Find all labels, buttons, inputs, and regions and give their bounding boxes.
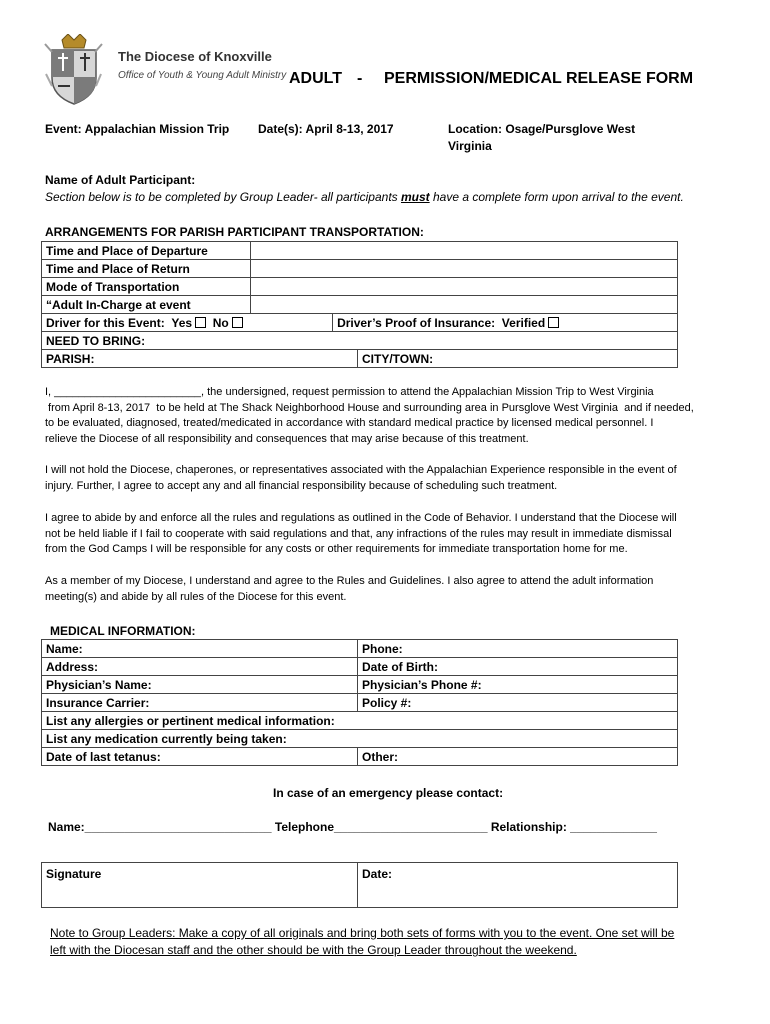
title-dash: - <box>357 70 363 87</box>
consent-paragraph-1: I, ________________________, the undersigned, request permission to attend the Appalachian Mission Trip to West Virginia from April 8-13, 2017 to be held at The Shack Neighborhood House and surrounding area in Pursglove West Virginia and if needed, to be evaluated, diagnosed, treated/medicated in accordance with standard medical practice by licensed medical personnel. I relieve the Diocese of all responsibility and consequences that may arise because of this treatment. <box>45 386 694 445</box>
event-location-line2: Virginia <box>448 139 492 153</box>
medical-dob-field[interactable]: Date of Birth: <box>358 658 678 676</box>
diocese-crest-logo <box>40 34 106 106</box>
emergency-heading: In case of an emergency please contact: <box>273 786 504 800</box>
driver-no-checkbox[interactable] <box>232 317 243 328</box>
allergies-field[interactable]: List any allergies or pertinent medical information: <box>42 712 678 730</box>
physician-name-field[interactable]: Physician’s Name: <box>42 676 358 694</box>
must-emphasis: must <box>400 190 430 204</box>
in-charge-field[interactable] <box>251 296 678 314</box>
other-field[interactable]: Other: <box>358 748 678 766</box>
medical-address-field[interactable]: Address: <box>42 658 358 676</box>
in-charge-label: “Adult In-Charge at event <box>42 296 251 314</box>
transport-heading: ARRANGEMENTS FOR PARISH PARTICIPANT TRANSPORTATION: <box>45 225 424 239</box>
signature-date-field[interactable]: Date: <box>358 863 678 908</box>
return-field[interactable] <box>251 260 678 278</box>
departure-label: Time and Place of Departure <box>42 242 251 260</box>
city-field[interactable]: CITY/TOWN: <box>358 350 678 368</box>
consent-paragraph-4: As a member of my Diocese, I understand and agree to the Rules and Guidelines. I also agree to attend the adult information meeting(s) and abide by all rules of the Diocese for this event. <box>45 575 654 603</box>
group-leader-instruction: Note to Group Leaders: Make a copy of all originals and bring both sets of forms with you to the event. One set will be left with the Diocesan staff and the other should be with the Group Leader throughout the weekend. <box>50 926 675 957</box>
signature-field[interactable]: Signature <box>42 863 358 908</box>
medical-phone-field[interactable]: Phone: <box>358 640 678 658</box>
medical-name-field[interactable]: Name: <box>42 640 358 658</box>
tetanus-field[interactable]: Date of last tetanus: <box>42 748 358 766</box>
mode-label: Mode of Transportation <box>42 278 251 296</box>
insurance-cell: Driver’s Proof of Insurance: Verified <box>333 314 678 332</box>
event-location: Location: Osage/Pursglove West <box>448 122 636 136</box>
departure-field[interactable] <box>251 242 678 260</box>
medical-table <box>41 639 678 766</box>
mode-field[interactable] <box>251 278 678 296</box>
physician-phone-field[interactable]: Physician’s Phone #: <box>358 676 678 694</box>
driver-cell: Driver for this Event: Yes No <box>42 314 333 332</box>
insurance-verified-checkbox[interactable] <box>548 317 559 328</box>
form-kind: ADULT <box>289 70 343 87</box>
form-title: PERMISSION/MEDICAL RELEASE FORM <box>384 70 694 87</box>
medical-heading: MEDICAL INFORMATION: <box>50 624 196 638</box>
event-name: Event: Appalachian Mission Trip <box>45 122 230 136</box>
emergency-contact-line[interactable]: Name:____________________________ Telephone_______________________ Relationship: _____________ <box>48 820 657 834</box>
driver-yes-checkbox[interactable] <box>195 317 206 328</box>
group-leader-note: Section below is to be completed by Group Leader- all participants must have a complete form upon arrival to the event. <box>45 190 684 204</box>
return-label: Time and Place of Return <box>42 260 251 278</box>
org-subtitle: Office of Youth & Young Adult Ministry <box>118 70 287 81</box>
parish-table <box>41 349 678 368</box>
event-dates: Date(s): April 8-13, 2017 <box>258 122 394 136</box>
consent-paragraph-3: I agree to abide by and enforce all the rules and regulations as outlined in the Code of Behavior. I understand that the Diocese will not be held liable if I fail to cooperate with said regulations and that, any infractions of the rules may result in immediate dismissal from the God Camps I will be responsible for any costs or other requirements for immediate transportation home for me. <box>45 512 677 555</box>
consent-paragraph-2: I will not hold the Diocese, chaperones, or representatives associated with the Appalachian Experience responsible in the event of injury. Further, I agree to accept any and all financial responsibility because of scheduling such treatment. <box>45 464 677 492</box>
signature-table <box>41 862 678 908</box>
transport-table <box>41 241 678 350</box>
need-to-bring-field[interactable]: NEED TO BRING: <box>42 332 678 350</box>
policy-number-field[interactable]: Policy #: <box>358 694 678 712</box>
parish-field[interactable]: PARISH: <box>42 350 358 368</box>
medication-field[interactable]: List any medication currently being taken: <box>42 730 678 748</box>
participant-name-label[interactable]: Name of Adult Participant: <box>45 173 196 187</box>
insurance-carrier-field[interactable]: Insurance Carrier: <box>42 694 358 712</box>
org-name: The Diocese of Knoxville <box>118 49 272 64</box>
